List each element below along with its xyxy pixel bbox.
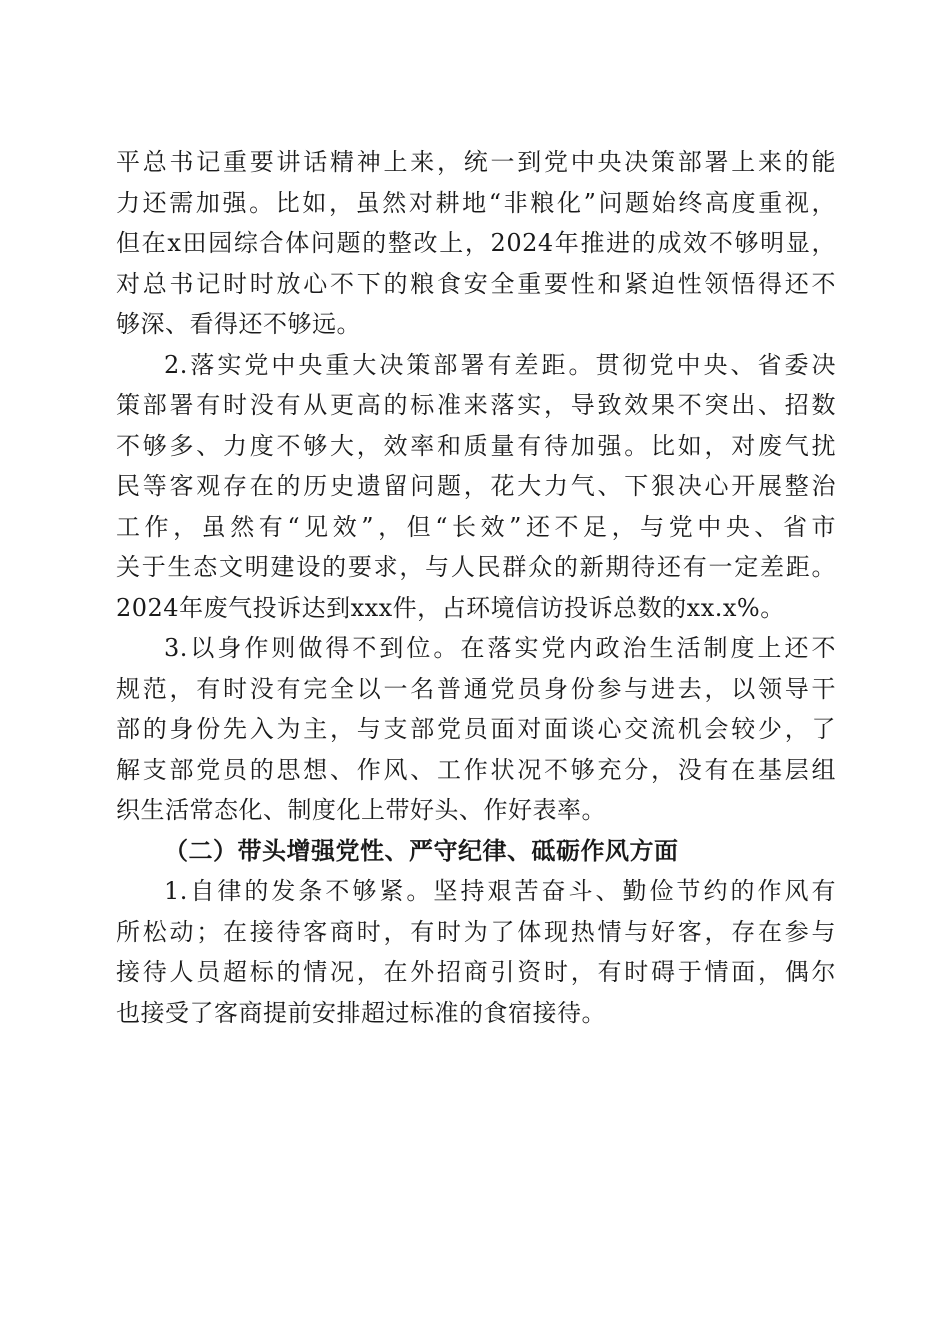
paragraph-start-line: 1.自律的发条不够紧。坚持艰苦奋斗、勤俭节约的作风有	[164, 877, 836, 905]
text-line: 不够多、力度不够大，效率和质量有待加强。比如，对废气扰	[116, 431, 836, 460]
text-line: 关于生态文明建设的要求，与人民群众的新期待还有一定差距。	[116, 553, 836, 581]
text-line: 也接受了客商提前安排超过标准的食宿接待。	[116, 998, 606, 1027]
text-line: 工作，虽然有“见效”，但“长效”还不足，与党中央、省市	[116, 512, 836, 541]
text-line: 规范，有时没有完全以一名普通党员身份参与进去，以领导干	[116, 674, 836, 703]
text-line: 接待人员超标的情况，在外招商引资时，有时碍于情面，偶尔	[116, 958, 836, 986]
text-line: 力还需加强。比如，虽然对耕地“非粮化”问题始终高度重视，	[116, 188, 836, 217]
text-line: 对总书记时时放心不下的粮食安全重要性和紧迫性领悟得还不	[116, 269, 836, 298]
text-line: 策部署有时没有从更高的标准来落实，导致效果不突出、招数	[116, 391, 836, 419]
paragraph-start-line: 3.以身作则做得不到位。在落实党内政治生活制度上还不	[164, 634, 836, 662]
section-heading: （二）带头增强党性、严守纪律、砥砺作风方面	[164, 835, 679, 865]
paragraph-start-line: 2.落实党中央重大决策部署有差距。贯彻党中央、省委决	[164, 350, 836, 379]
document-body	[116, 142, 836, 1033]
text-line: 所松动；在接待客商时，有时为了体现热情与好客，存在参与	[116, 917, 836, 946]
text-line: 解支部党员的思想、作风、工作状况不够充分，没有在基层组	[116, 755, 836, 784]
text-line: 织生活常态化、制度化上带好头、作好表率。	[116, 796, 606, 824]
text-line: 够深、看得还不够远。	[116, 310, 361, 338]
text-line: 平总书记重要讲话精神上来，统一到党中央决策部署上来的能	[116, 148, 836, 176]
text-line: 民等客观存在的历史遗留问题，花大力气、下狠决心开展整治	[116, 472, 836, 500]
text-line: 但在x田园综合体问题的整改上，2024年推进的成效不够明显，	[116, 229, 836, 257]
text-line: 部的身份先入为主，与支部党员面对面谈心交流机会较少，了	[116, 715, 836, 743]
text-line: 2024年废气投诉达到xxx件，占环境信访投诉总数的xx.x%。	[116, 593, 785, 622]
